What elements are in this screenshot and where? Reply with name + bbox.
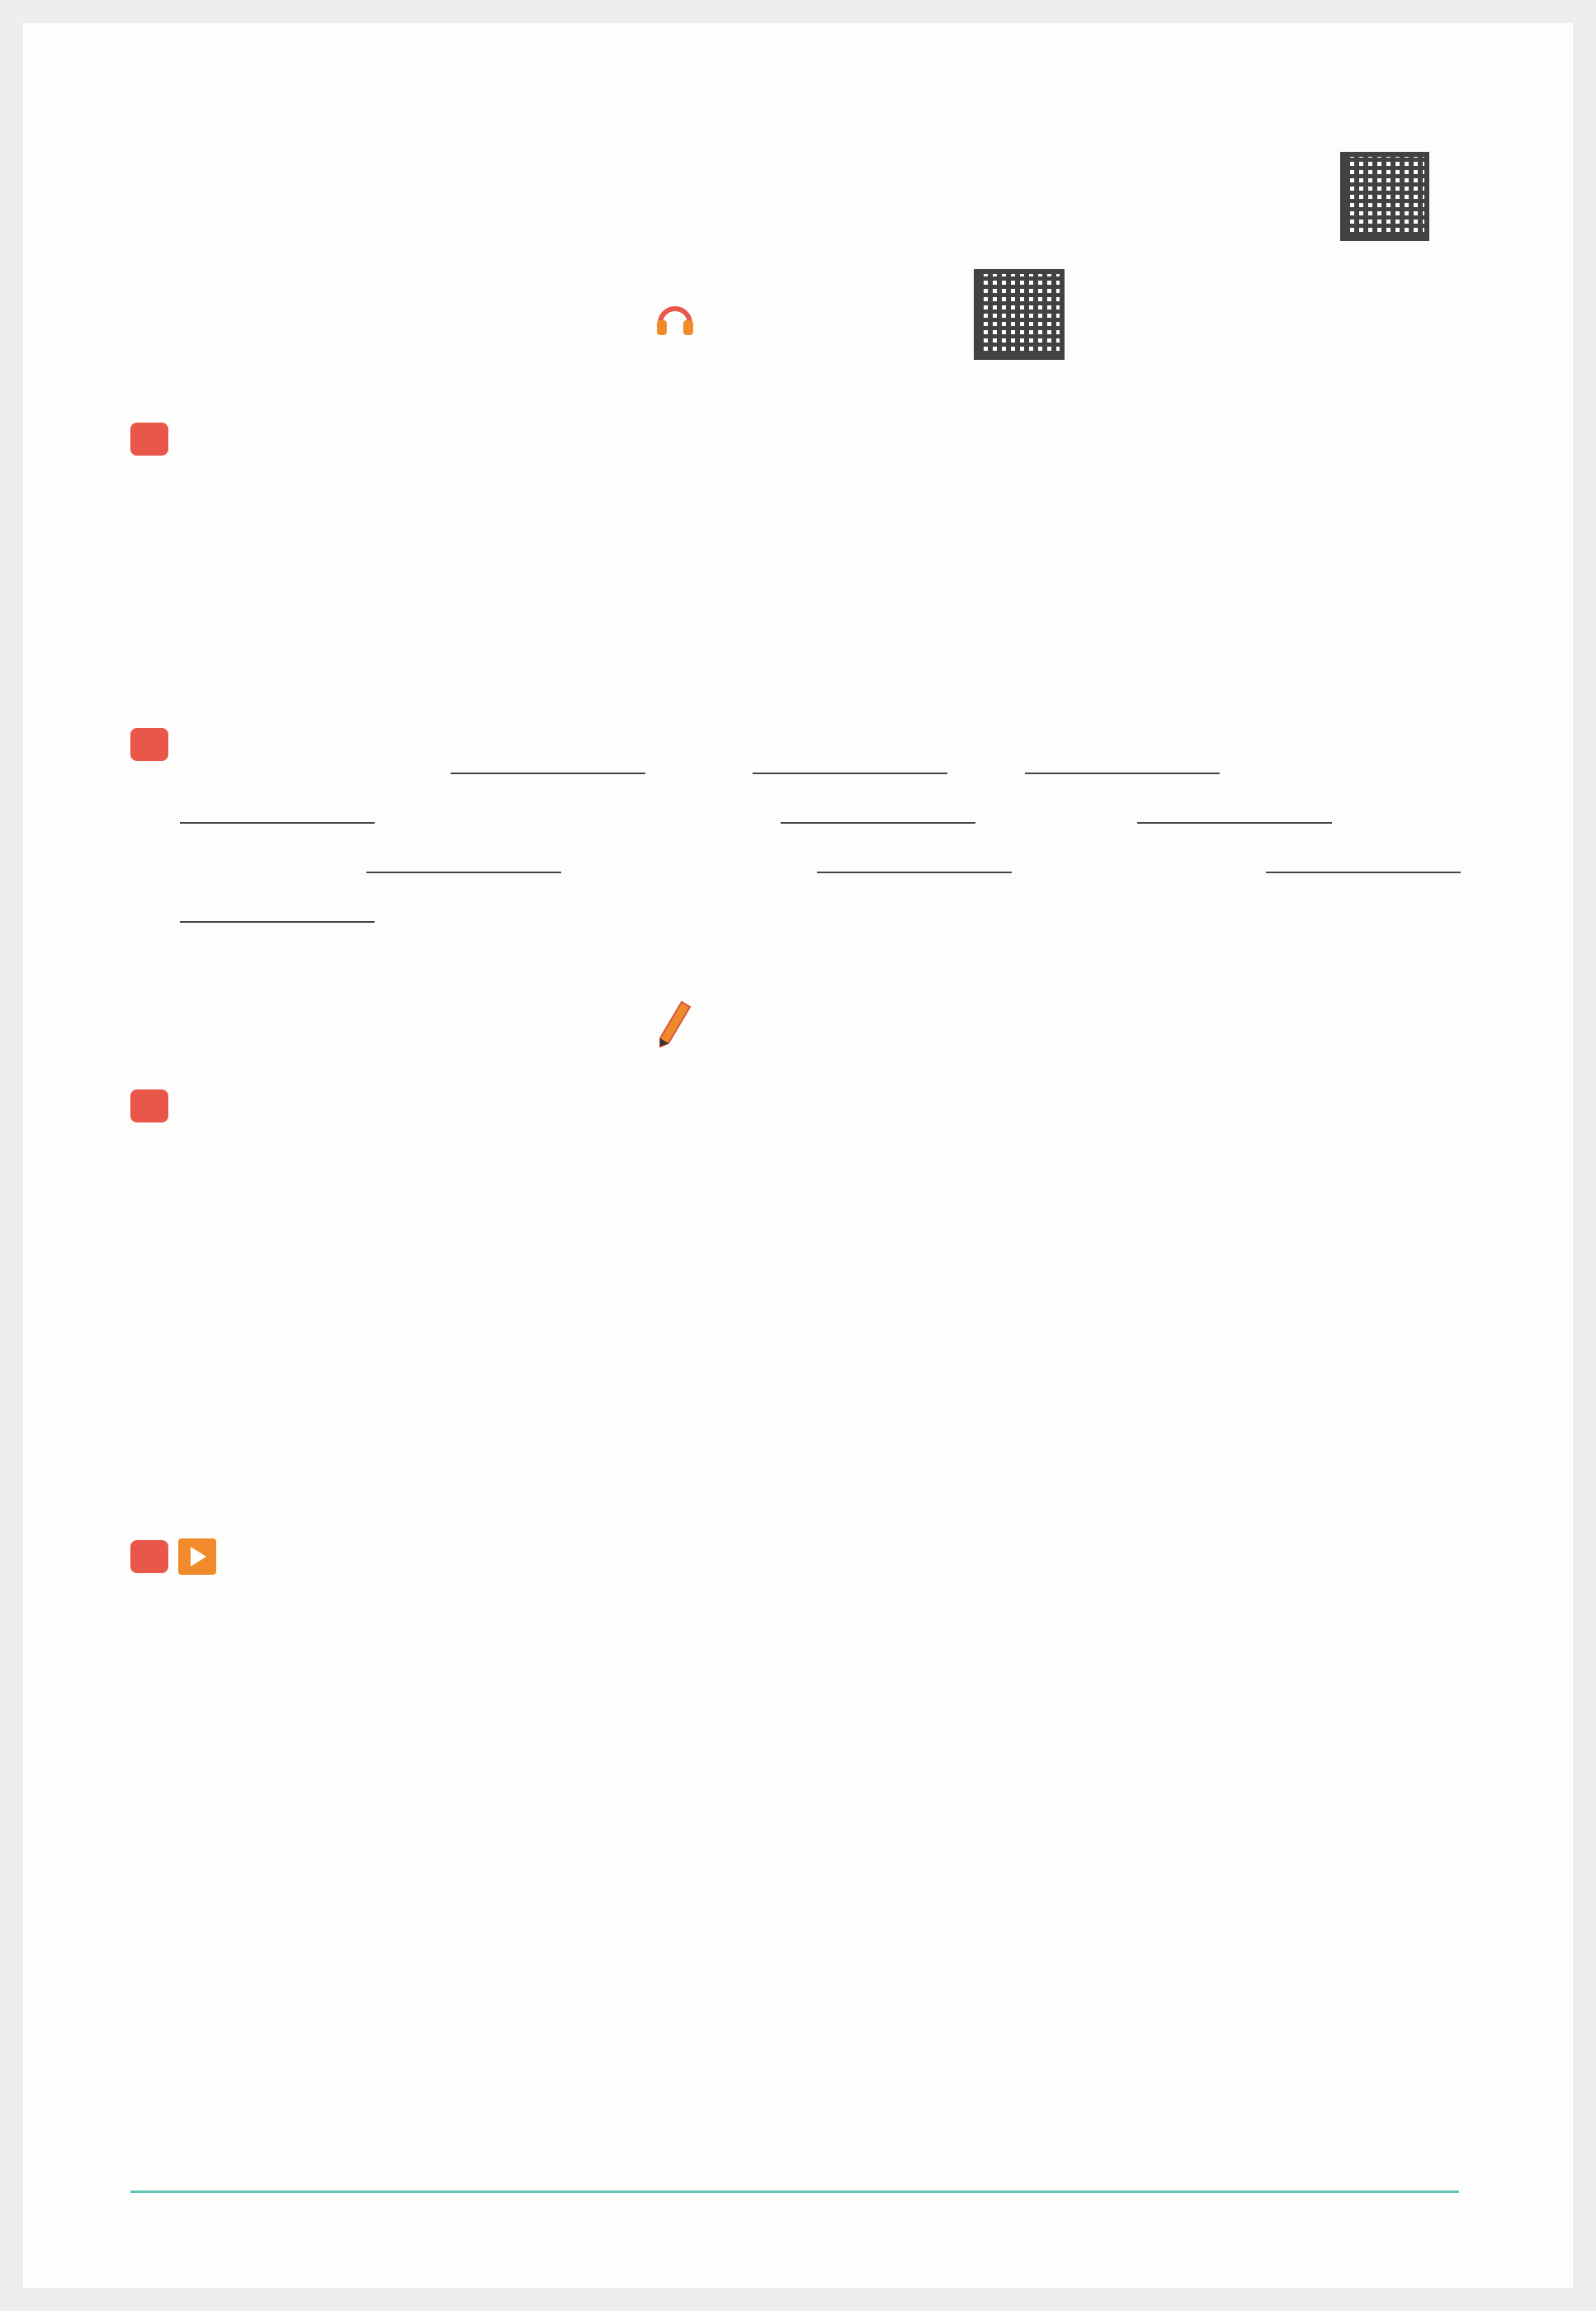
p2-blank-10[interactable] [180, 921, 375, 923]
part2-badge [130, 728, 168, 761]
footer-rule [130, 2190, 1459, 2193]
part1-badge [130, 423, 168, 456]
p2-blank-5[interactable] [781, 822, 975, 824]
part3-badge [130, 1089, 168, 1122]
part1-header [130, 421, 168, 456]
workbook-page [23, 23, 1573, 2288]
p2-blank-9[interactable] [1266, 872, 1461, 873]
part4-badge [130, 1540, 168, 1573]
p2-blank-3[interactable] [1025, 773, 1220, 774]
play-icon[interactable] [178, 1538, 216, 1575]
p2-blank-4[interactable] [180, 822, 375, 824]
qr-code-audio[interactable] [974, 269, 1065, 360]
p2-blank-1[interactable] [451, 773, 645, 774]
part2-header [130, 726, 168, 761]
p2-blank-6[interactable] [1137, 822, 1332, 824]
headphones-icon [652, 295, 698, 342]
p2-blank-8[interactable] [817, 872, 1012, 873]
part4-header [130, 1538, 216, 1575]
p2-blank-7[interactable] [366, 872, 561, 873]
qr-code-video[interactable] [1340, 152, 1429, 241]
p2-blank-2[interactable] [753, 773, 947, 774]
pencil-icon [654, 999, 695, 1050]
part3-header [130, 1088, 168, 1122]
